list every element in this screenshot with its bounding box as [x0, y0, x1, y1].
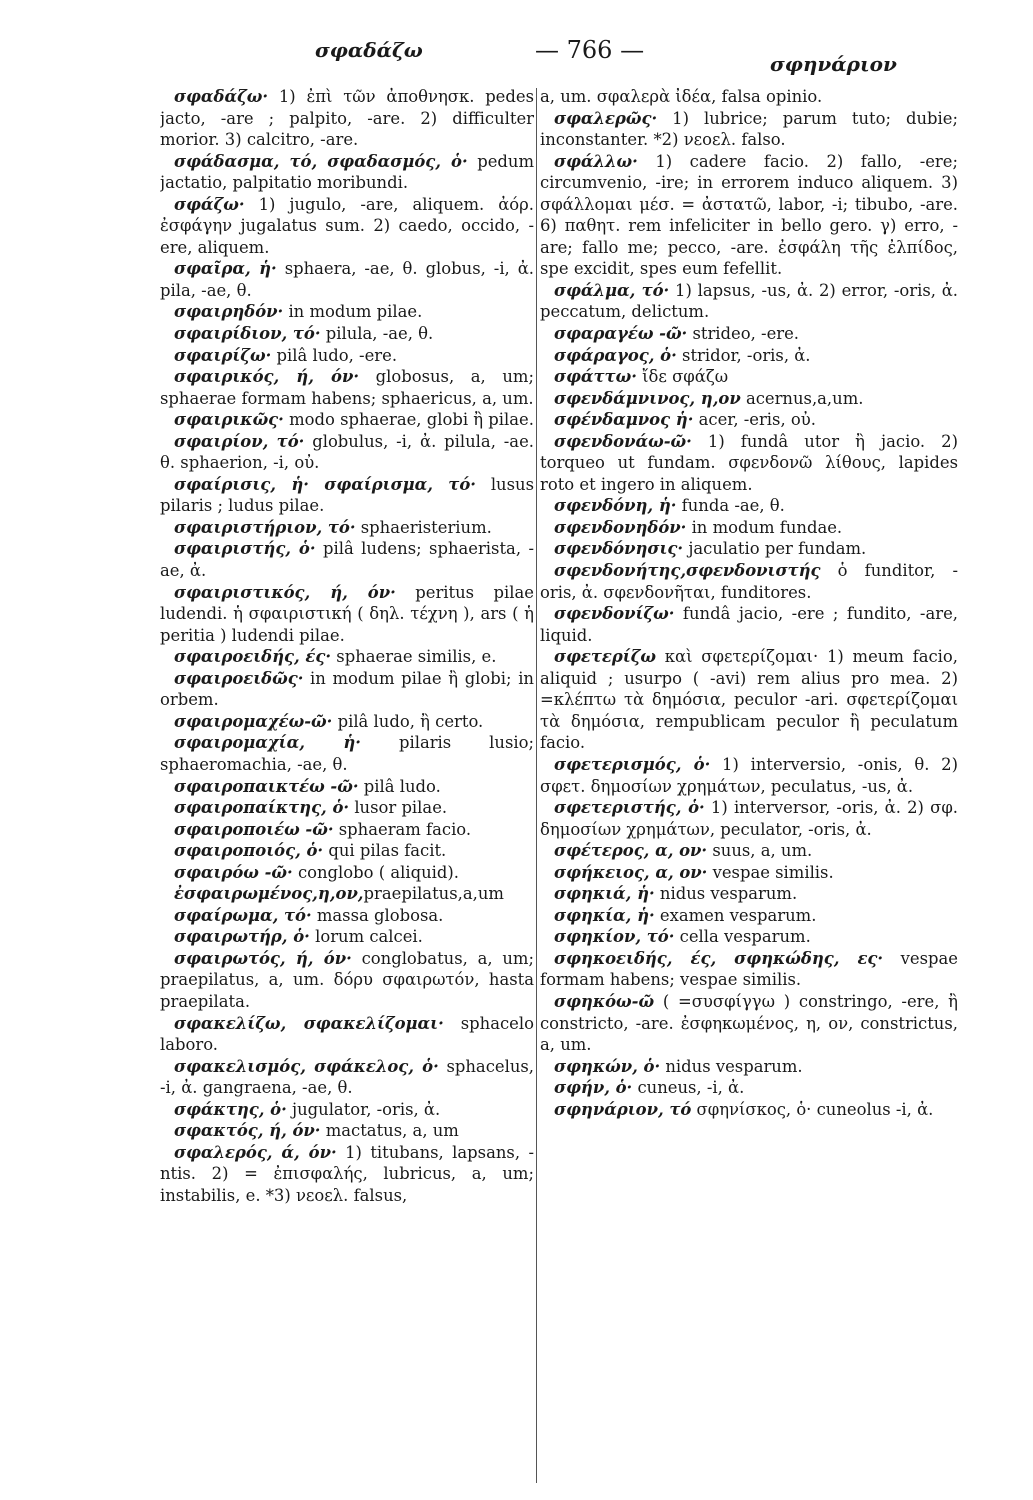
definition: globulus, -i, ἀ. pilula, -ae. θ. sphaerion, -i, οὐ.	[160, 431, 534, 473]
dictionary-entry	[540, 345, 958, 367]
definition: jaculatio per fundam.	[683, 539, 867, 559]
definition: massa globosa.	[311, 905, 444, 925]
definition: strideo, -ere.	[687, 324, 800, 344]
headword: σφηκίον, τό·	[554, 927, 675, 947]
headword: σφέτερος, α, ον·	[554, 841, 708, 861]
dictionary-entry	[160, 1120, 534, 1142]
dictionary-entry	[160, 819, 534, 841]
headword: σφαδάζω·	[174, 87, 269, 106]
definition: 1) lubrice; parum tuto; dubie; inconstanter. *2) νεοελ. falso.	[540, 108, 958, 150]
headword: σφηκών, ὁ·	[554, 1056, 661, 1076]
dictionary-entry	[540, 862, 958, 884]
dictionary-entry	[160, 948, 534, 1013]
headword: σφενδονάω-ῶ·	[554, 431, 692, 451]
definition: in modum pilae.	[283, 302, 423, 322]
dictionary-entry	[540, 517, 958, 539]
dictionary-entry	[540, 797, 958, 840]
dictionary-entry	[540, 646, 958, 754]
headword: σφαραγέω -ῶ·	[554, 324, 688, 344]
headword: σφετεριστής, ὁ·	[554, 798, 705, 818]
headword: σφαιροειδής, ές·	[174, 647, 332, 667]
dictionary-entry	[160, 409, 534, 431]
definition: καὶ σφετερίζομαι· 1) meum facio, aliquid ; usurpo ( -avi) rem alius pro mea. 2) =κλέπτω τὰ δημόσια, peculor -ari. σφετερίζομαι τὰ δημόσια, rempublicam peculor ἢ peculatum facio.	[540, 647, 958, 753]
dictionary-entry	[540, 840, 958, 862]
definition: ἴδε σφάζω	[636, 367, 729, 387]
definition: 1) interversio, -onis, θ. 2) σφετ. δημοσίων χρημάτων, peculatus, -us, ἀ.	[540, 754, 958, 796]
headword: σφενδόνησις·	[554, 539, 684, 559]
dictionary-entry	[160, 776, 534, 798]
dictionary-entry	[160, 646, 534, 668]
definition: pilaris lusio; sphaeromachia, -ae, θ.	[160, 733, 534, 774]
dictionary-entry	[160, 797, 534, 819]
headword: σφάδασμα, τό, σφαδασμός, ὁ·	[174, 151, 468, 171]
definition: 1) ἐπὶ τῶν ἀποθνησκ. pedes jacto, -are ; palpito, -are. 2) difficulter morior. 3) calcitro, -are.	[160, 87, 534, 150]
headword: σφαίρισις, ἡ· σφαίρισμα, τό·	[174, 474, 476, 494]
headword: σφήκειος, α, ον·	[554, 862, 708, 882]
headword: σφηκόω-ῶ	[554, 991, 655, 1011]
dictionary-entry	[160, 431, 534, 474]
dictionary-entry	[160, 582, 534, 647]
definition: in modum pilae ἢ globi; in orbem.	[160, 668, 534, 710]
definition: 1) cadere facio. 2) fallo, -ere; circumvenio, -ire; in errorem induco aliquem. 3) σφάλλομαι μέσ. = ἀστατῶ, labor, -i; tibubo, -are. 6) παθητ. rem infeliciter in bello gero. γ) erro, -are; fallo me; pecco, -are. ἐσφάλη τῆς ἐλπίδος, spe excidit, spes eum fefellit.	[540, 151, 958, 279]
definition: in modum fundae.	[686, 517, 843, 537]
dictionary-entry	[540, 948, 958, 991]
headword: σφετερισμός, ὁ·	[554, 754, 711, 774]
dictionary-entry	[160, 345, 534, 367]
definition: praepilatus,a,um	[363, 884, 504, 904]
headword: σφακελίζω, σφακελίζομαι·	[174, 1013, 444, 1033]
definition: sphacelus, -i, ἀ. gangraena, -ae, θ.	[160, 1056, 534, 1098]
dictionary-entry	[540, 1099, 958, 1121]
left-column	[160, 86, 534, 1476]
definition: 1) titubans, lapsans, -ntis. 2) = ἐπισφαλής, lubricus, a, um; instabilis, e. *3) νεοελ. falsus,	[160, 1142, 534, 1205]
definition: conglobatus, a, um; praepilatus, a, um. δόρυ σφαιρωτόν, hasta praepilata.	[160, 948, 534, 1011]
dictionary-entry	[540, 151, 958, 280]
dictionary-entry	[540, 409, 958, 431]
dictionary-entry	[160, 732, 534, 775]
dictionary-entry	[540, 905, 958, 927]
headword: σφαιρικός, ή, όν·	[174, 367, 360, 387]
headword: σφένδαμνος ἡ·	[554, 410, 694, 430]
headword: σφάλλω·	[554, 151, 638, 171]
dictionary-entry	[160, 668, 534, 711]
headword: σφαιροποιέω -ῶ·	[174, 819, 334, 839]
definition: ὁ funditor, -oris, ἀ. σφενδονῆται, funditores.	[540, 561, 958, 602]
definition: examen vesparum.	[654, 905, 817, 925]
headword: σφαλερῶς·	[554, 108, 658, 128]
headword: σφαιροπαίκτης, ὁ·	[174, 798, 350, 818]
headword: σφαιρόω -ῶ·	[174, 862, 293, 882]
headword: σφαλερός, ά, όν·	[174, 1142, 337, 1162]
dictionary-entry	[160, 86, 534, 151]
headword: σφαιροποιός, ὁ·	[174, 841, 324, 861]
definition: nidus vesparum.	[654, 884, 798, 904]
definition: conglobo ( aliquid).	[292, 862, 459, 882]
dictionary-entry	[160, 258, 534, 301]
headword: σφενδονηδόν·	[554, 517, 687, 537]
definition: 1) lapsus, -us, ἀ. 2) error, -oris, ἀ. peccatum, delictum.	[540, 280, 958, 322]
definition: lorum calcei.	[309, 927, 423, 947]
definition: suus, a, um.	[707, 841, 813, 861]
dictionary-entry	[160, 926, 534, 948]
headword: σφαιρωτός, ή, όν·	[174, 948, 352, 968]
headword: σφάττω·	[554, 367, 637, 387]
headword: σφηκιά, ἡ·	[554, 884, 655, 904]
definition: pilâ ludens; sphaerista, -ae, ἀ.	[160, 539, 534, 581]
definition: acernus,a,um.	[740, 388, 864, 408]
dictionary-entry	[540, 883, 958, 905]
headword: σφηκία, ἡ·	[554, 905, 655, 925]
definition: sphaera, -ae, θ. globus, -i, ἀ. pila, -ae, θ.	[160, 259, 534, 300]
headword: σφαιρίον, τό·	[174, 431, 305, 451]
definition: modo sphaerae, globi ἢ pilae.	[283, 410, 534, 430]
dictionary-entry	[160, 840, 534, 862]
headword: σφηκοειδής, ές, σφηκώδης, ες·	[554, 948, 884, 968]
headword: σφενδονήτης,σφενδονιστής	[554, 561, 821, 581]
dictionary-entry	[160, 883, 534, 905]
headword: σφαιρίδιον, τό·	[174, 324, 321, 344]
headword: σφαιριστήριον, τό·	[174, 517, 356, 537]
definition: vespae formam habens; vespae similis.	[540, 948, 958, 990]
headword: σφαιριστής, ὁ·	[174, 539, 316, 559]
headword: σφαιροπαικτέω -ῶ·	[174, 776, 359, 796]
definition: σφηνίσκος, ὁ· cuneolus -i, ἀ.	[691, 1099, 934, 1119]
definition: globosus, a, um; sphaerae formam habens; sphaericus, a, um.	[160, 367, 534, 408]
headword: σφενδόνη, ἡ·	[554, 496, 677, 516]
headword: σφάκτης, ὁ·	[174, 1099, 287, 1119]
definition: peritus pilae ludendi. ἡ σφαιριστική ( δηλ. τέχνη ), ars ( ἡ peritia ) ludendi pilae.	[160, 582, 534, 645]
dictionary-entry	[160, 517, 534, 539]
definition: fundâ jacio, -ere ; fundito, -are, liquid.	[540, 604, 958, 645]
page-header	[160, 34, 930, 74]
dictionary-entry	[160, 538, 534, 581]
dictionary-entry	[540, 560, 958, 603]
headword: σφακελισμός, σφάκελος, ὁ·	[174, 1056, 439, 1076]
headword: σφαιριστικός, ή, όν·	[174, 582, 396, 602]
definition: lusor pilae.	[349, 798, 448, 818]
headword: σφενδάμνινος, η,ον	[554, 388, 741, 408]
dictionary-entry	[160, 1099, 534, 1121]
dictionary-entry	[160, 862, 534, 884]
dictionary-entry	[540, 280, 958, 323]
definition: 1) fundâ utor ἢ jacio. 2) torqueo ut fundam. σφενδονῶ λίθους, lapides roto et ingero in aliquem.	[540, 431, 958, 494]
dictionary-entry	[540, 388, 958, 410]
headword: σφαίρωμα, τό·	[174, 905, 312, 925]
dictionary-entry	[540, 323, 958, 345]
definition: jugulator, -oris, ἀ.	[286, 1099, 441, 1119]
definition: mactatus, a, um	[320, 1121, 459, 1141]
running-head-right: σφηνάριον	[770, 52, 897, 76]
dictionary-entry	[540, 1077, 958, 1099]
dictionary-entry	[540, 495, 958, 517]
dictionary-entry	[160, 711, 534, 733]
definition: qui pilas facit.	[323, 841, 447, 861]
headword: σφαιρομαχία, ἡ·	[174, 733, 362, 753]
dictionary-entry	[160, 151, 534, 194]
headword: σφαιρομαχέω-ῶ·	[174, 711, 333, 731]
definition: a, um. σφαλερὰ ἰδέα, falsa opinio.	[540, 87, 823, 106]
definition: 1) jugulo, -are, aliquem. ἀόρ. ἐσφάγην jugalatus sum. 2) caedo, occido, -ere, aliquem.	[160, 194, 534, 257]
headword: σφήν, ὁ·	[554, 1078, 633, 1098]
dictionary-entry	[540, 603, 958, 646]
dictionary-entry	[540, 538, 958, 560]
column-divider	[536, 88, 537, 1483]
definition: cuneus, -i, ἀ.	[632, 1078, 745, 1098]
right-column	[540, 86, 958, 1476]
headword: σφαιροειδῶς·	[174, 668, 304, 688]
headword: σφακτός, ή, όν·	[174, 1121, 321, 1141]
definition: pilâ ludo, ἢ certo.	[332, 711, 484, 731]
dictionary-entry	[160, 474, 534, 517]
definition: pilâ ludo, -ere.	[271, 345, 398, 365]
dictionary-entry	[540, 86, 958, 108]
dictionary-entry	[160, 1142, 534, 1207]
definition: ( =συσφίγγω ) constringo, -ere, ἢ constricto, -are. ἐσφηκωμένος, η, ον, constrictus, a, um.	[540, 991, 958, 1055]
definition: cella vesparum.	[674, 927, 811, 947]
definition: 1) interversor, -oris, ἀ. 2) σφ. δημοσίων χρημάτων, peculator, -oris, ἀ.	[540, 798, 958, 839]
headword: σφαιρωτήρ, ὁ·	[174, 927, 310, 947]
dictionary-entry	[540, 754, 958, 797]
page-number: — 766 —	[535, 36, 645, 64]
headword: ἐσφαιρωμένος,η,ον,	[174, 884, 364, 904]
headword: σφάζω·	[174, 194, 245, 214]
definition: funda -ae, θ.	[676, 496, 785, 516]
dictionary-entry	[160, 1013, 534, 1056]
dictionary-entry	[540, 431, 958, 496]
definition: stridor, -oris, ἀ.	[676, 345, 811, 365]
definition: sphacelo laboro.	[160, 1013, 534, 1055]
dictionary-entry	[540, 1056, 958, 1078]
dictionary-entry	[540, 366, 958, 388]
running-head-left: σφαδάζω	[315, 38, 423, 62]
definition: sphaeram facio.	[333, 819, 472, 839]
headword: σφάλμα, τό·	[554, 280, 670, 300]
definition: sphaeristerium.	[355, 517, 492, 537]
headword: σφαιρίζω·	[174, 345, 272, 365]
headword: σφαιρηδόν·	[174, 302, 284, 322]
headword: σφαιρικῶς·	[174, 410, 284, 430]
definition: pilâ ludo.	[358, 776, 441, 796]
headword: σφαῖρα, ἡ·	[174, 259, 277, 279]
definition: pedum jactatio, palpitatio moribundi.	[160, 151, 534, 193]
dictionary-entry	[540, 108, 958, 151]
definition: vespae similis.	[707, 862, 834, 882]
definition: acer, -eris, οὐ.	[693, 410, 816, 430]
definition: nidus vesparum.	[660, 1056, 803, 1076]
headword: σφετερίζω	[554, 647, 657, 667]
dictionary-entry	[160, 905, 534, 927]
dictionary-entry	[160, 301, 534, 323]
headword: σφάραγος, ὁ·	[554, 345, 677, 365]
definition: pilula, -ae, θ.	[320, 324, 434, 344]
definition: lusus pilaris ; ludus pilae.	[160, 474, 534, 516]
dictionary-entry	[160, 1056, 534, 1099]
dictionary-entry	[160, 323, 534, 345]
dictionary-entry	[540, 926, 958, 948]
headword: σφηνάριον, τό	[554, 1099, 692, 1119]
dictionary-entry	[540, 991, 958, 1056]
headword: σφενδονίζω·	[554, 604, 675, 624]
dictionary-entry	[160, 194, 534, 259]
definition: sphaerae similis, e.	[331, 647, 497, 667]
dictionary-entry	[160, 366, 534, 409]
